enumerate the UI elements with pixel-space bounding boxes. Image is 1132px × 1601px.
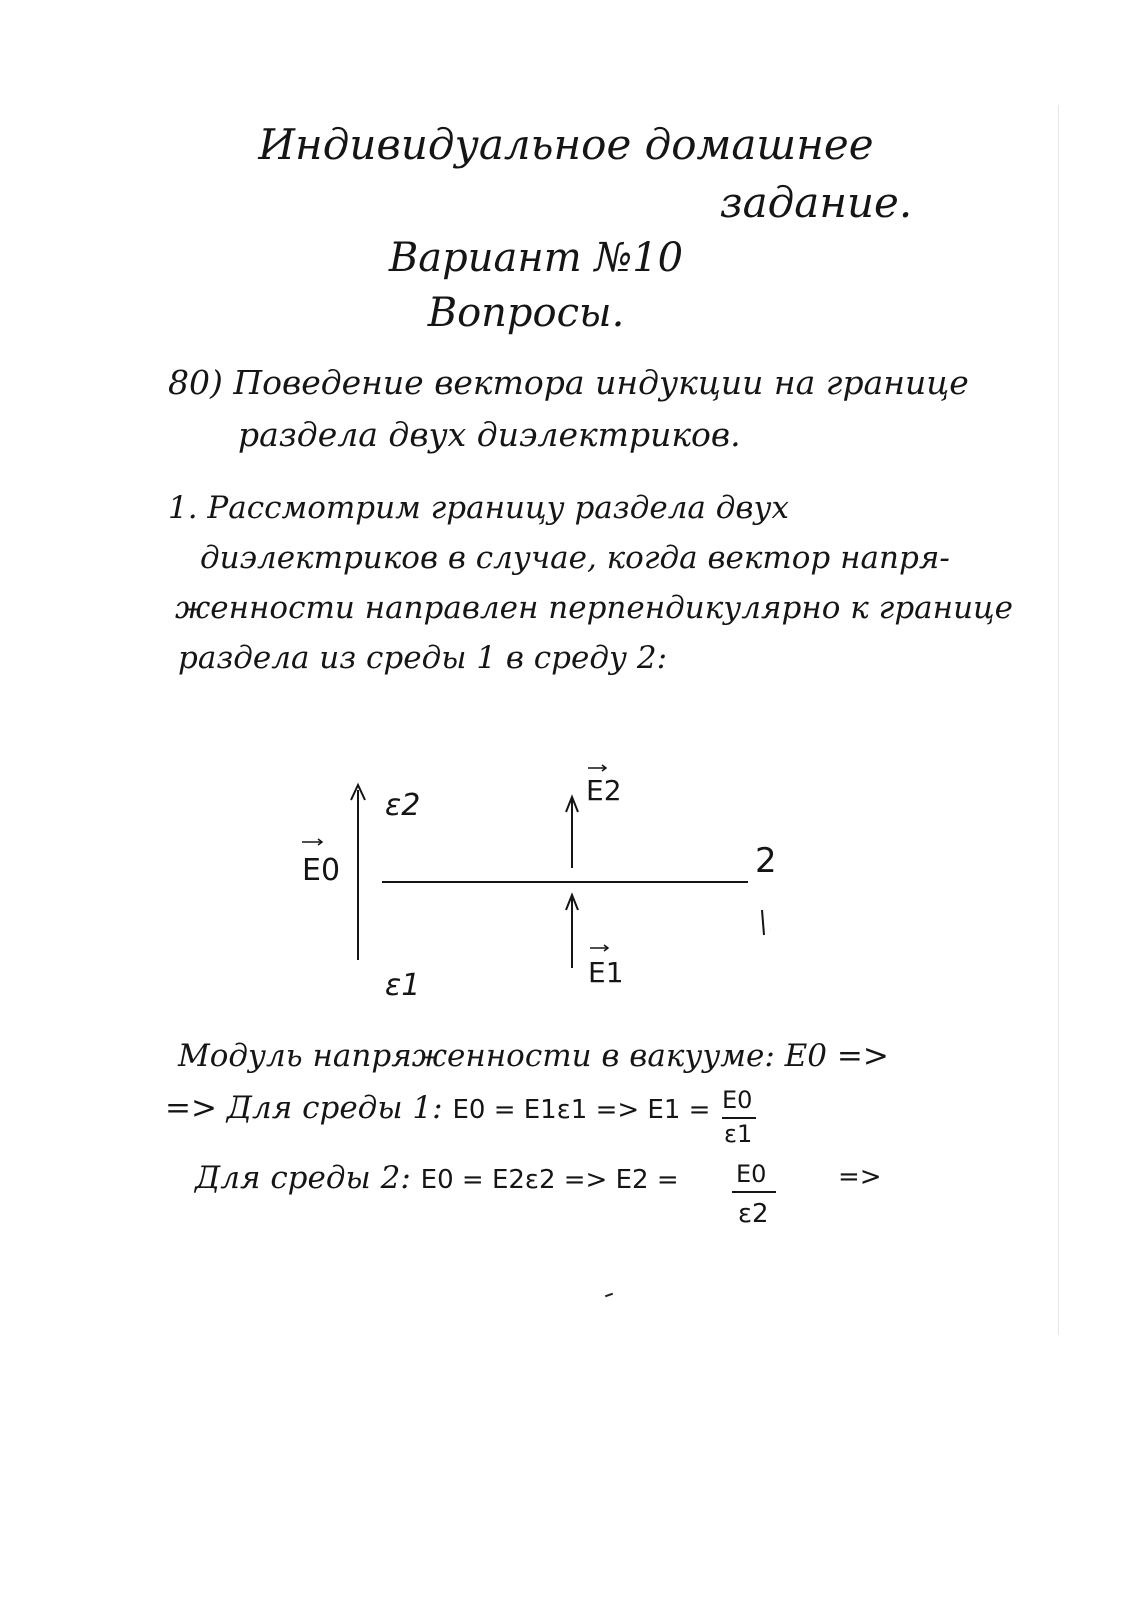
formula-line-2 bbox=[165, 1090, 710, 1126]
paragraph-line-4: раздела из среды 1 в среду 2: bbox=[178, 640, 668, 676]
formula-line-2-prefix: => Для среды 1: bbox=[165, 1090, 443, 1126]
formula-line-2-equation: E0 = E1ε1 => E1 = bbox=[452, 1095, 711, 1125]
title-line-2: задание. bbox=[719, 178, 913, 227]
e0-label: E0 bbox=[302, 853, 341, 888]
question-line-1: 80) Поведение вектора индукции на границе bbox=[168, 363, 969, 402]
formula-line-3-arrow: => bbox=[838, 1162, 882, 1192]
title-line-1: Индивидуальное домашнее bbox=[258, 120, 874, 169]
fraction-2-denominator: ε2 bbox=[738, 1199, 769, 1229]
question-line-2: раздела двух диэлектриков. bbox=[238, 415, 741, 454]
formula-line-3-prefix: Для среды 2: bbox=[195, 1160, 411, 1196]
paragraph-line-1: 1. Рассмотрим границу раздела двух bbox=[168, 490, 789, 526]
formula-line-3 bbox=[195, 1160, 679, 1196]
e2-label: E2 bbox=[586, 774, 622, 807]
formula-line-1: Модуль напряженности в вакууме: E0 => bbox=[178, 1038, 889, 1074]
paragraph-line-3: женности направлен перпендикулярно к границе bbox=[175, 590, 1014, 626]
variant-heading: Вариант №10 bbox=[388, 235, 684, 281]
medium-1-stroke bbox=[762, 910, 764, 935]
questions-heading: Вопросы. bbox=[427, 290, 625, 336]
fraction-1-denominator: ε1 bbox=[724, 1120, 753, 1148]
medium-2-label: 2 bbox=[755, 841, 777, 881]
fraction-1-numerator: E0 bbox=[722, 1086, 753, 1114]
formula-line-3-equation: E0 = E2ε2 => E2 = bbox=[420, 1165, 679, 1195]
eps1-label: ε1 bbox=[385, 968, 421, 1003]
eps2-label: ε2 bbox=[385, 788, 421, 823]
paragraph-line-2: диэлектриков в случае, когда вектор напря- bbox=[200, 540, 950, 576]
fraction-2-numerator: E0 bbox=[736, 1160, 767, 1188]
e1-label: E1 bbox=[588, 956, 624, 989]
medium-1-label: 1 bbox=[770, 930, 771, 931]
